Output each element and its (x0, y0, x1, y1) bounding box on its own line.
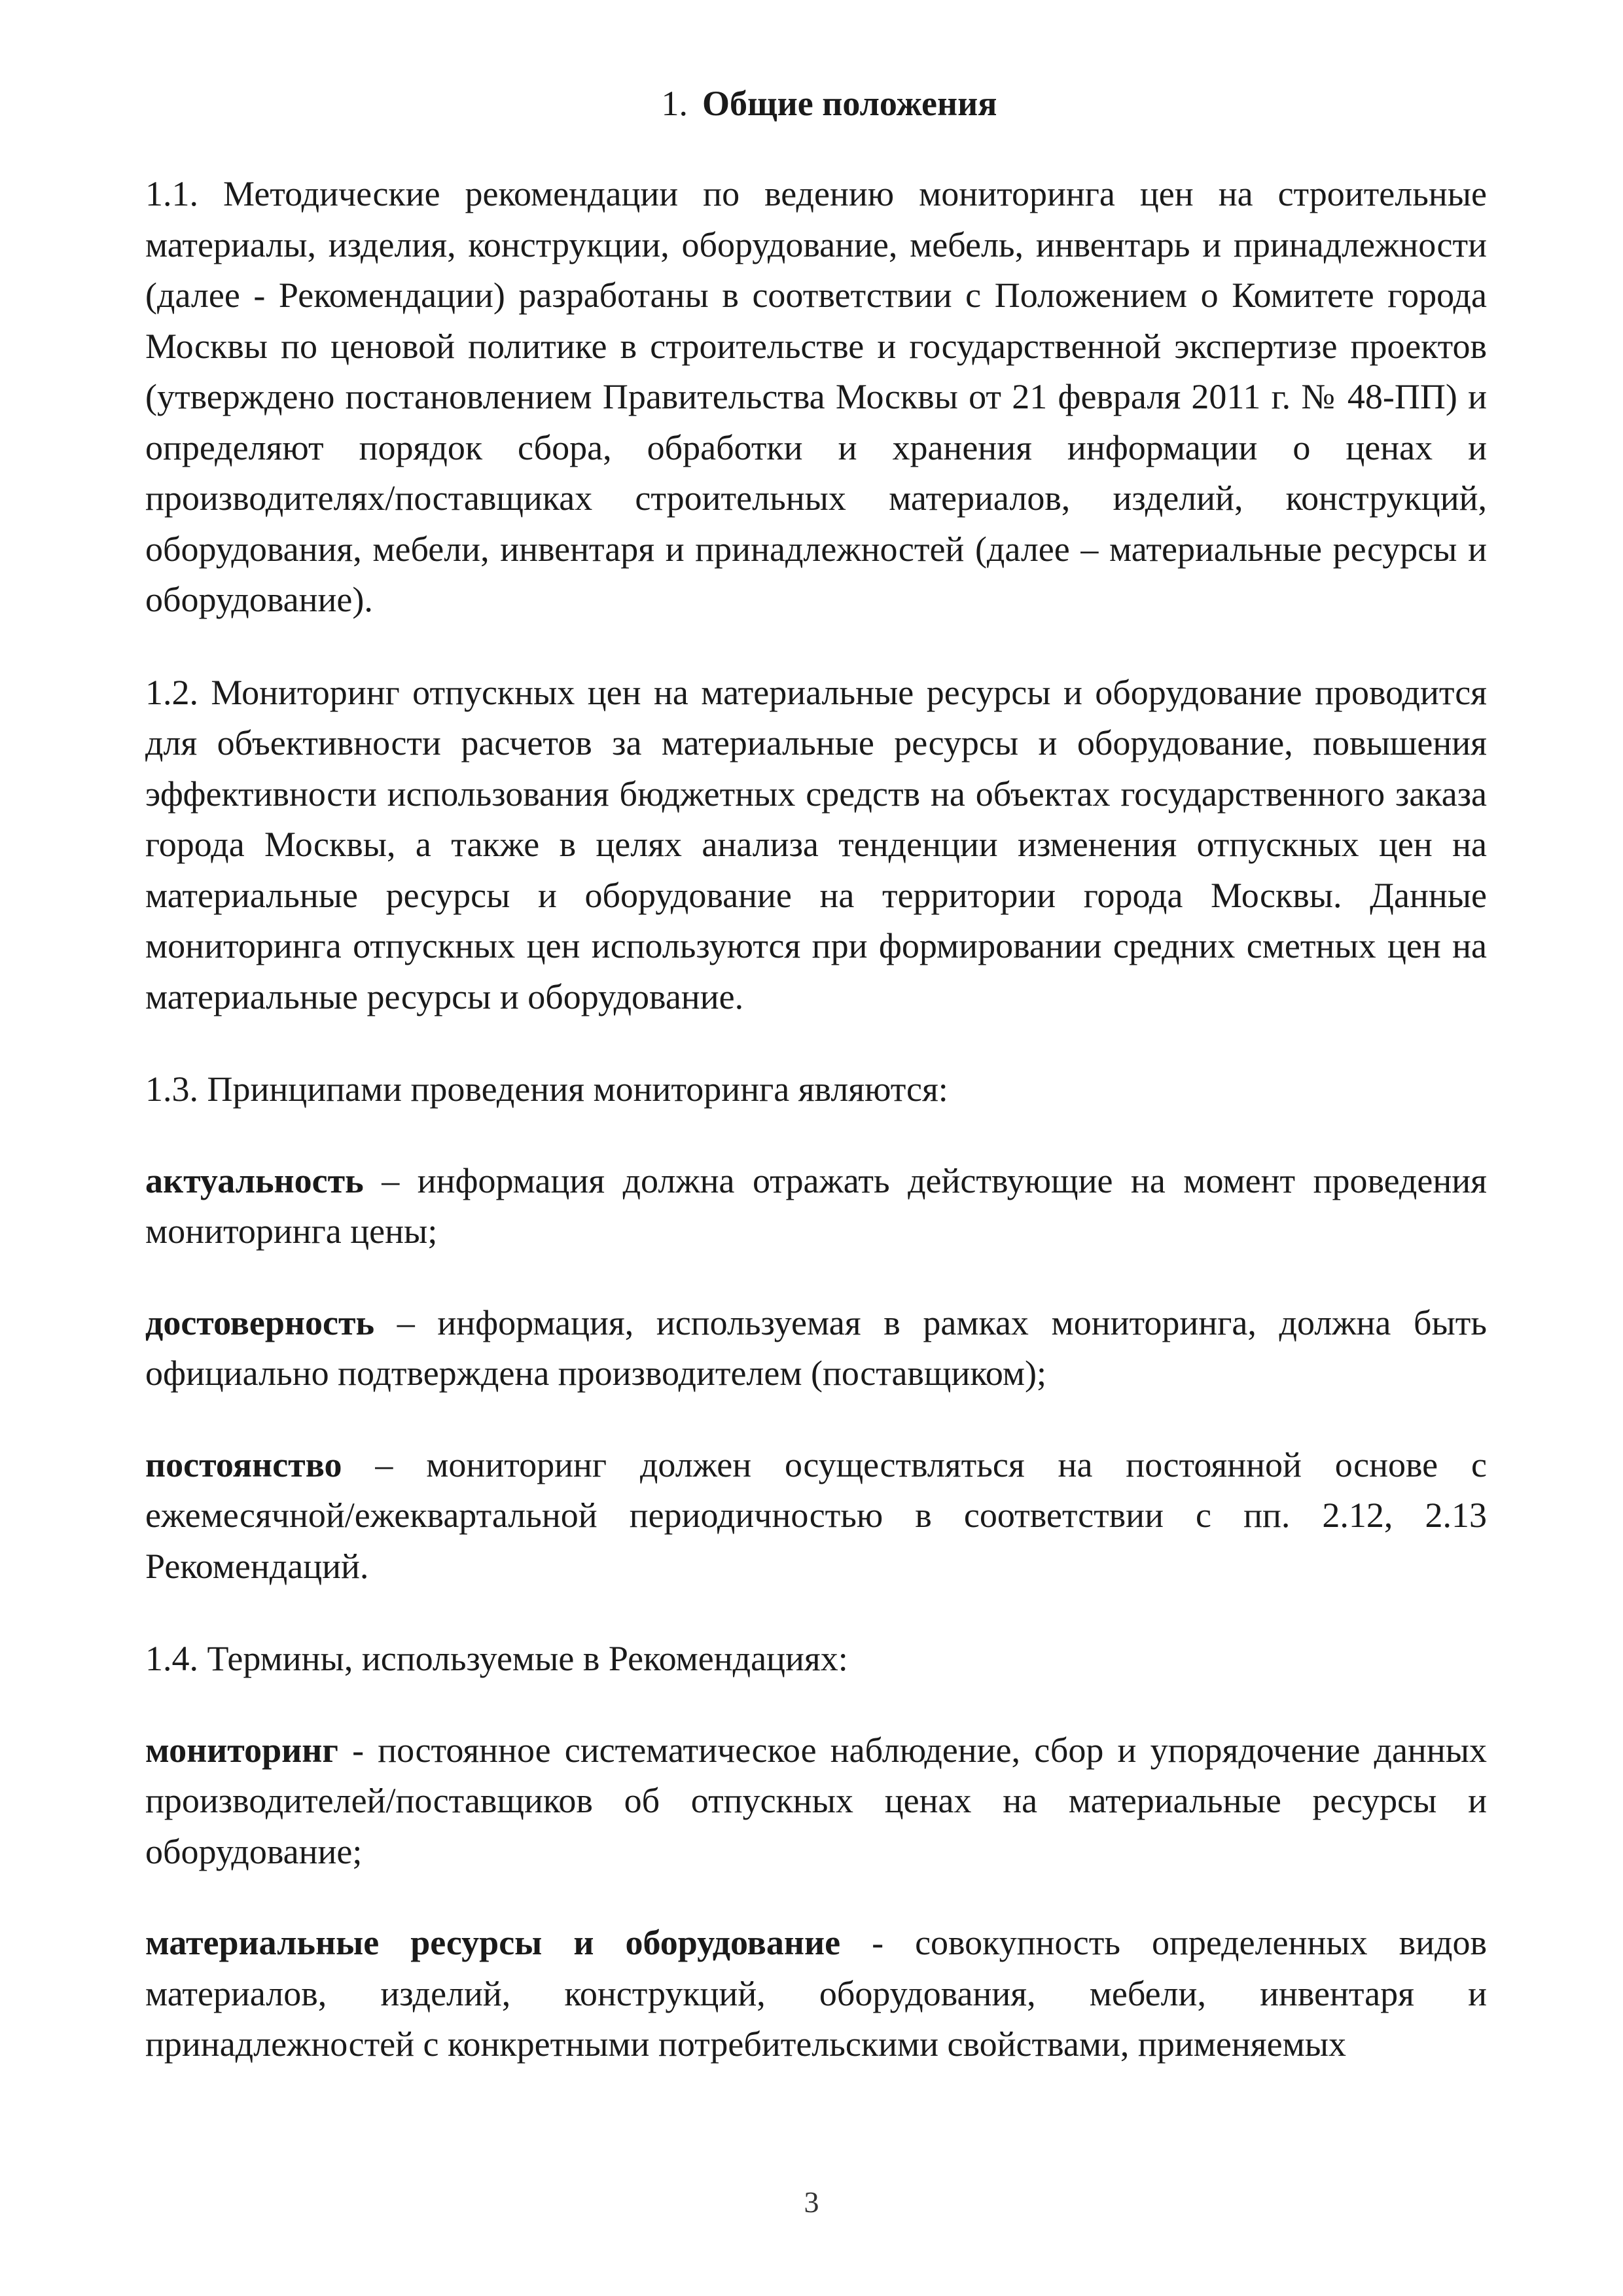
term-name: мониторинг (145, 1730, 338, 1770)
section-number: 1. (661, 84, 688, 123)
principle-definition: – информация должна отражать действующие на момент проведения мониторинга цены; (145, 1160, 1487, 1251)
document-page (145, 77, 1487, 2070)
paragraph-1-2: 1.2. Мониторинг отпускных цен на материальные ресурсы и оборудование проводится для объективности расчетов за материальные ресурсы и оборудование, повышения эффективности использования бюджетных средств на объектах государственного заказа города Москвы, а также в целях анализа тенденции изменения отпускных цен на материальные ресурсы и оборудование на территории города Москвы. Данные мониторинга отпускных цен используются при формировании средних сметных цен на материальные ресурсы и оборудование. (145, 672, 1487, 1016)
term-name: материальные ресурсы и оборудование (145, 1923, 841, 1962)
principle-relevance (145, 1156, 1487, 1257)
principle-reliability (145, 1298, 1487, 1399)
page-number: 3 (804, 2185, 819, 2219)
term-material-resources (145, 1918, 1487, 2070)
principle-term: постоянство (145, 1444, 342, 1484)
paragraph-1-1: 1.1. Методические рекомендации по ведению мониторинга цен на строительные материалы, изделия, конструкции, оборудование, мебель, инвентарь и принадлежности (далее - Рекомендации) разработаны в соответствии с Положением о Комитете города Москвы по ценовой политике в строительстве и государственной экспертизе проектов (утверждено постановлением Правительства Москвы от 21 февраля 2011 г. № 48-ПП) и определяют порядок сбора, обработки и хранения информации о ценах и производителях/поставщиках строительных материалов, изделий, конструкций, оборудования, мебели, инвентаря и принадлежностей (далее – материальные ресурсы и оборудование). (145, 174, 1487, 619)
paragraph-1-4: 1.4. Термины, используемые в Рекомендациях: (145, 1639, 848, 1678)
principle-term: достоверность (145, 1302, 375, 1342)
section-heading: Общие положения (702, 84, 997, 123)
term-definition: - постоянное систематическое наблюдение, сбор и упорядочение данных производителей/поставщиков об отпускных ценах на материальные ресурсы и оборудование; (145, 1730, 1487, 1871)
section-title (145, 77, 1487, 130)
principle-term: актуальность (145, 1160, 364, 1200)
paragraph-1-3: 1.3. Принципами проведения мониторинга являются: (145, 1069, 948, 1109)
principle-definition: – информация, используемая в рамках мониторинга, должна быть официально подтверждена производителем (поставщиком); (145, 1302, 1487, 1393)
term-definition: - совокупность определенных видов материалов, изделий, конструкций, оборудования, мебели, инвентаря и принадлежностей с конкретными потребительскими свойствами, применяемых (145, 1923, 1488, 2064)
principle-definition: – мониторинг должен осуществляться на постоянной основе с ежемесячной/ежеквартальной периодичностью в соответствии с пп. 2.12, 2.13 Рекомендаций. (145, 1444, 1487, 1586)
principle-consistency (145, 1440, 1487, 1592)
term-monitoring (145, 1725, 1487, 1878)
